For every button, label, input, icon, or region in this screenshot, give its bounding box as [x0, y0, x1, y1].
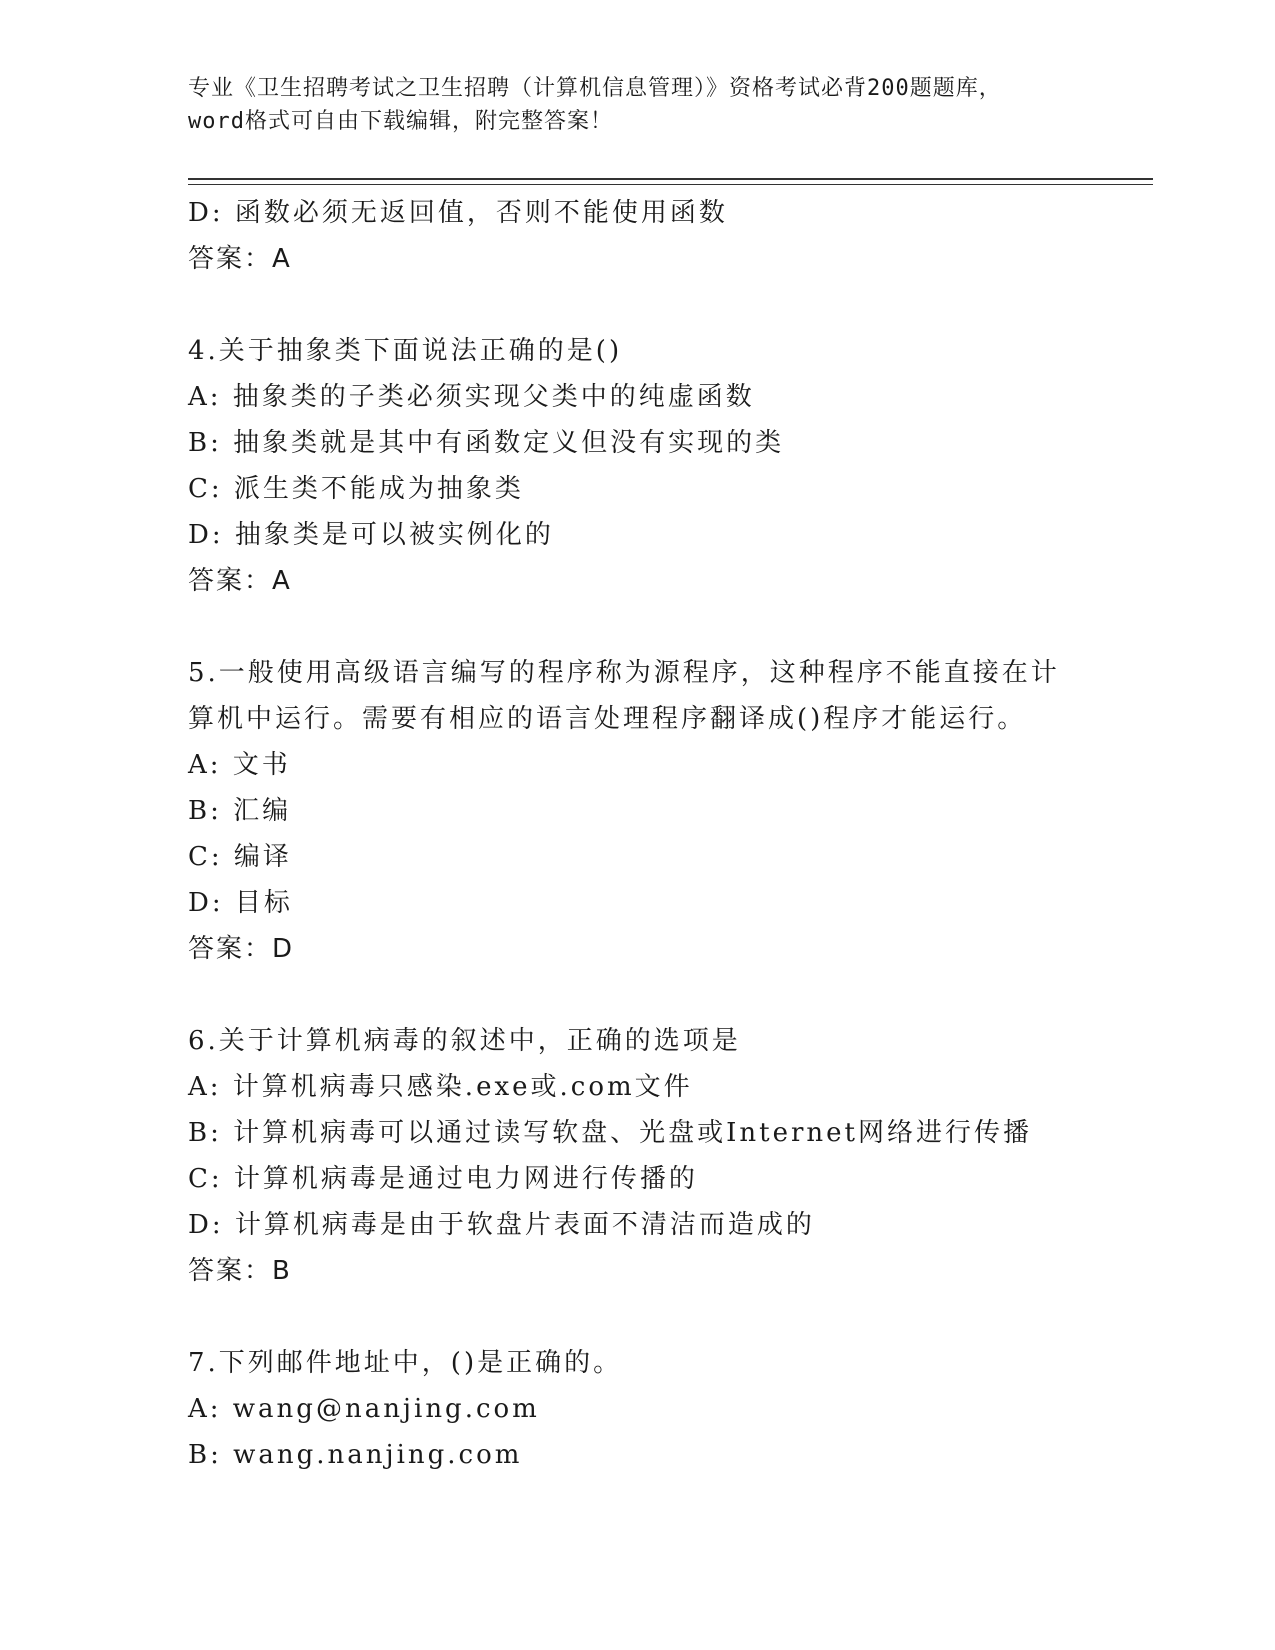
option-a: A: wang@nanjing.com [188, 1394, 540, 1424]
spacer [188, 1294, 1088, 1340]
option-c: C: 派生类不能成为抽象类 [188, 474, 524, 504]
page-header [188, 72, 1088, 138]
option-a: A: 计算机病毒只感染.exe或.com文件 [188, 1072, 693, 1102]
spacer [188, 282, 1088, 328]
question-prev [188, 190, 1088, 282]
question-list [188, 190, 1088, 1478]
question-stem-line-1: 5.一般使用高级语言编写的程序称为源程序，这种程序不能直接在计 [188, 658, 1060, 688]
option-b: B: 抽象类就是其中有函数定义但没有实现的类 [188, 428, 785, 458]
question-5 [188, 650, 1088, 972]
option-d: D: 目标 [188, 888, 293, 918]
answer: 答案：A [188, 244, 292, 274]
header-line-2: word格式可自由下载编辑，附完整答案！ [188, 109, 613, 134]
option-d: D: 计算机病毒是由于软盘片表面不清洁而造成的 [188, 1210, 815, 1240]
option-d: D: 函数必须无返回值，否则不能使用函数 [188, 198, 728, 228]
spacer [188, 604, 1088, 650]
question-6 [188, 1018, 1088, 1294]
option-b: B: 计算机病毒可以通过读写软盘、光盘或Internet网络进行传播 [188, 1118, 1032, 1148]
spacer [188, 972, 1088, 1018]
question-stem: 7.下列邮件地址中，()是正确的。 [188, 1348, 623, 1378]
option-d: D: 抽象类是可以被实例化的 [188, 520, 554, 550]
answer: 答案：B [188, 1256, 292, 1286]
question-stem: 4.关于抽象类下面说法正确的是() [188, 336, 623, 366]
option-c: C: 编译 [188, 842, 292, 872]
question-4 [188, 328, 1088, 604]
question-7 [188, 1340, 1088, 1478]
option-a: A: 抽象类的子类必须实现父类中的纯虚函数 [188, 382, 755, 412]
header-line-1: 专业《卫生招聘考试之卫生招聘（计算机信息管理）》资格考试必背200题题库， [188, 76, 1002, 101]
answer: 答案：A [188, 566, 292, 596]
option-b: B: wang.nanjing.com [188, 1440, 523, 1470]
question-stem-line-2: 算机中运行。需要有相应的语言处理程序翻译成()程序才能运行。 [188, 704, 1027, 734]
question-stem: 6.关于计算机病毒的叙述中，正确的选项是 [188, 1026, 741, 1056]
option-b: B: 汇编 [188, 796, 292, 826]
answer: 答案：D [188, 934, 295, 964]
header-divider [188, 178, 1153, 180]
option-c: C: 计算机病毒是通过电力网进行传播的 [188, 1164, 698, 1194]
option-a: A: 文书 [188, 750, 291, 780]
header-divider-thin [188, 184, 1153, 185]
